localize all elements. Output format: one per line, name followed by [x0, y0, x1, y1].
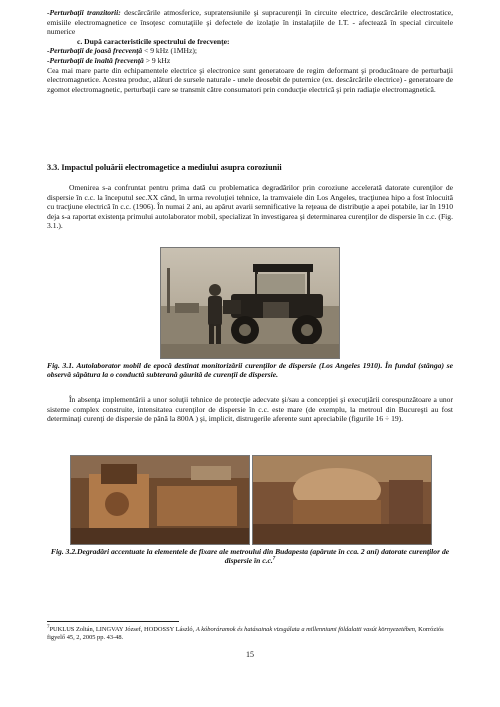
section-paragraph-1: Omenirea s-a confruntat pentru prima dată cu problematica degradărilor prin coroziune accelerată datorate curenţilor de dispersie în c.c. la începutul sec.XX când, în urma revoluţiei tehnice, la tramvaiele din Los Angeles, tracţiunea hipo a fost înlocuită cu tracţiune electrică în c.c. (1906). În numai 2 ani, au apărut avarii semnificative la reţeaua de distribuţie a apei potabile, iar în 1910 deja s-a raportat existenţa primului autolaborator mobil, specializat în investigarea şi determinarea curenţilor de dispersie în c.c. (Fig. 3.1.).: [47, 183, 453, 231]
section-paragraph-2: În absenţa implementării a unor soluţii tehnice de protecţie adecvate şi/sau a concepţiei şi execuţiării corespunzătoare a unor sisteme complex construite, intensitatea curenţilor de dispersie în c.c. este mare (de exemplu, la metroul din Bucureşti au fost determinaţi curenţi de dispersie de până la 800A ) şi, implicit, distrugerile aferente sunt apreciabile (figurile 16 ÷ 19).: [47, 395, 453, 424]
vintage-car-photo: [161, 248, 339, 358]
figure-3-1-photo: [160, 247, 340, 359]
transient-item: -Perturbaţii tranzitorii: descărcările atmosferice, supratensiunile şi supracurenţii în circuite electrice, descărcările electrostatice, emisiile electromagnetice ce însoţesc comutaţiile şi defectele de izolaţie în instalaţiile de I.T. - afectează în special circuitele numerice: [47, 8, 453, 37]
high-frequency-item: -Perturbaţii de înaltă frecvenţă > 9 kHz: [47, 55, 171, 65]
summary-paragraph: Cea mai mare parte din echipamentele electrice şi electronice sunt generatoare de regim deformant şi producătoare de perturbaţii electromagnetice. Acestea produc, alături de sursele naturale - unele deosebit de puternice (ex. descărcările electrice) - generatoare de zgomot electromagnetic, perturbaţii care se transmit către consumatori prin conducţie electrică şi prin radiaţie electromagnetică.: [47, 65, 453, 94]
figure-3-2-photo-left: [70, 455, 250, 545]
section-title: 3.3. Impactul poluării electromagetice a mediului asupra coroziunii: [47, 163, 282, 172]
footnote-reference: 7: [272, 556, 276, 562]
spectrum-subheading: c. După caracteristicile spectrului de frecvenţe:: [77, 36, 230, 46]
footnote: $^7$PUKLUS Zoltán, LINGVAY József, HODOSSY László, A kóboráramok és hatásainak vizsgálata a millenniumi földalatti vasút környezetében, Korróziós figyelő 45, 2, 2005 pp. 43-48.: [47, 624, 444, 642]
footnote-divider: [47, 621, 179, 622]
corroded-rail-photo: [253, 456, 431, 544]
low-frequency-item: -Perturbaţii de joasă frecvenţă < 9 kHz (1MHz);: [47, 46, 198, 56]
figure-3-2-photo-right: [252, 455, 432, 545]
corroded-fastener-photo: [71, 456, 249, 544]
figure-3-1-caption: Fig. 3.1. Autolaborator mobil de epocă destinat monitorizării curenţilor de dispersie (Los Angeles 1910). În fundal (stânga) se observă săpătura la o conductă subterană găurită de curenţii de dispersie.: [47, 361, 453, 380]
classification-block: [47, 8, 453, 94]
figure-3-2-caption: Fig. 3.2.Degradări accentuate la elementele de fixare ale metroului din Budapesta (apărute în cca. 2 ani) datorate curenţilor de dispersie în c.c.$^7$: [50, 547, 450, 566]
page-number: 15: [246, 650, 254, 659]
